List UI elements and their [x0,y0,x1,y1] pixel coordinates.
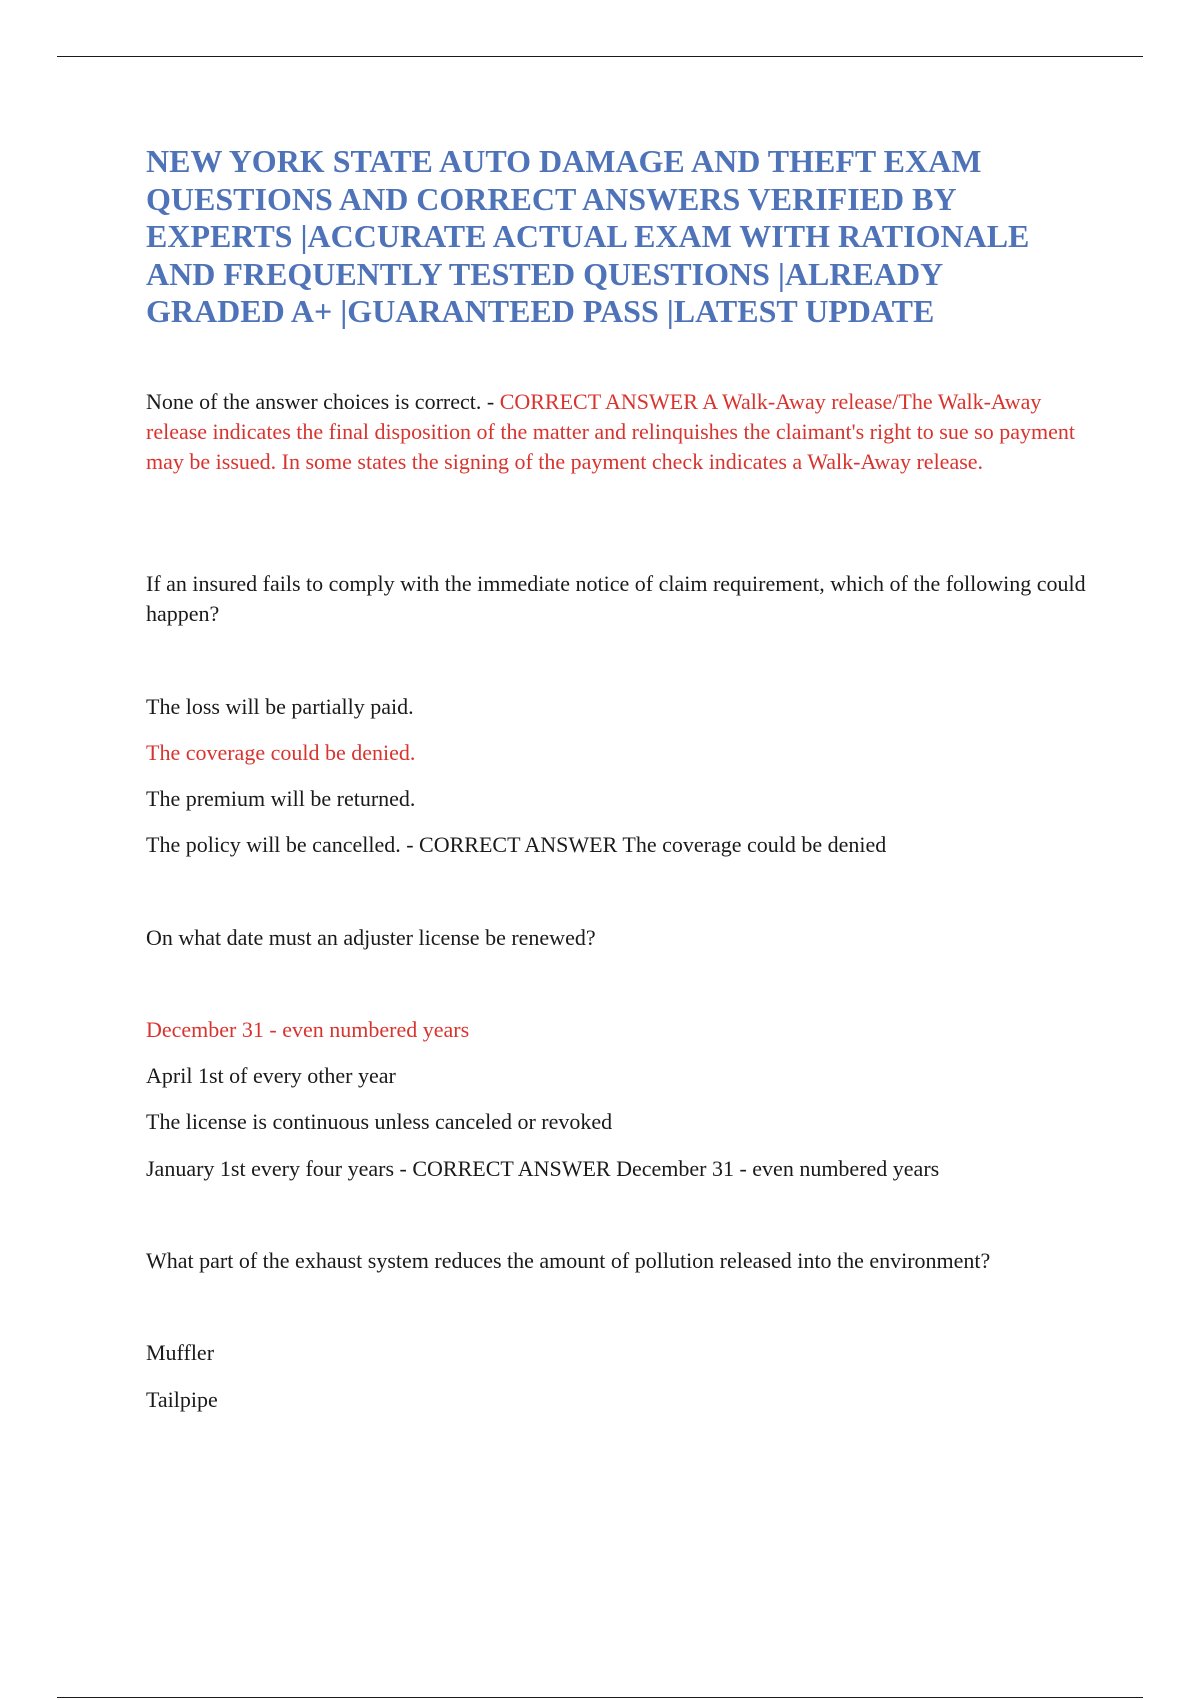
question-1-text: None of the answer choices is correct. - [146,389,500,414]
question-4-choice-1: Muffler [146,1340,215,1365]
question-3-choice-2: April 1st of every other year [146,1063,396,1088]
question-3-choice-1-correct: December 31 - even numbered years [146,1017,470,1042]
question-2-text: If an insured fails to comply with the immediate notice of claim requirement, which of the following could happen? [146,571,1086,626]
question-2-choice-4: The policy will be cancelled. - CORRECT ANSWER The coverage could be denied [146,832,887,857]
question-2-choice-1: The loss will be partially paid. [146,694,414,719]
question-2-choice-2-correct: The coverage could be denied. [146,740,416,765]
question-1 [146,387,1086,477]
question-3-choice-3: The license is continuous unless canceled or revoked [146,1109,613,1134]
header-rule [57,56,1143,57]
document-title: NEW YORK STATE AUTO DAMAGE AND THEFT EXAM QUESTIONS AND CORRECT ANSWERS VERIFIED BY EXPERTS |ACCURATE ACTUAL EXAM WITH RATIONALE AND FREQUENTLY TESTED QUESTIONS |ALREADY GRADED A+ |GUARANTEED PASS |LATEST UPDATE [146,143,1030,329]
footer-rule [57,1697,1143,1698]
question-1-answer: CORRECT ANSWER A Walk-Away release/The Walk-Away release indicates the final disposition of the matter and relinquishes the claimant's right to sue so payment may be issued. In some states the signing of the payment check indicates a Walk-Away release. [146,389,1075,474]
question-3-text: On what date must an adjuster license be renewed? [146,925,596,950]
question-4-text: What part of the exhaust system reduces the amount of pollution released into the environment? [146,1248,991,1273]
question-4-choice-2: Tailpipe [146,1387,218,1412]
question-3-choice-4: January 1st every four years - CORRECT ANSWER December 31 - even numbered years [146,1156,940,1181]
question-2-choice-3: The premium will be returned. [146,786,416,811]
